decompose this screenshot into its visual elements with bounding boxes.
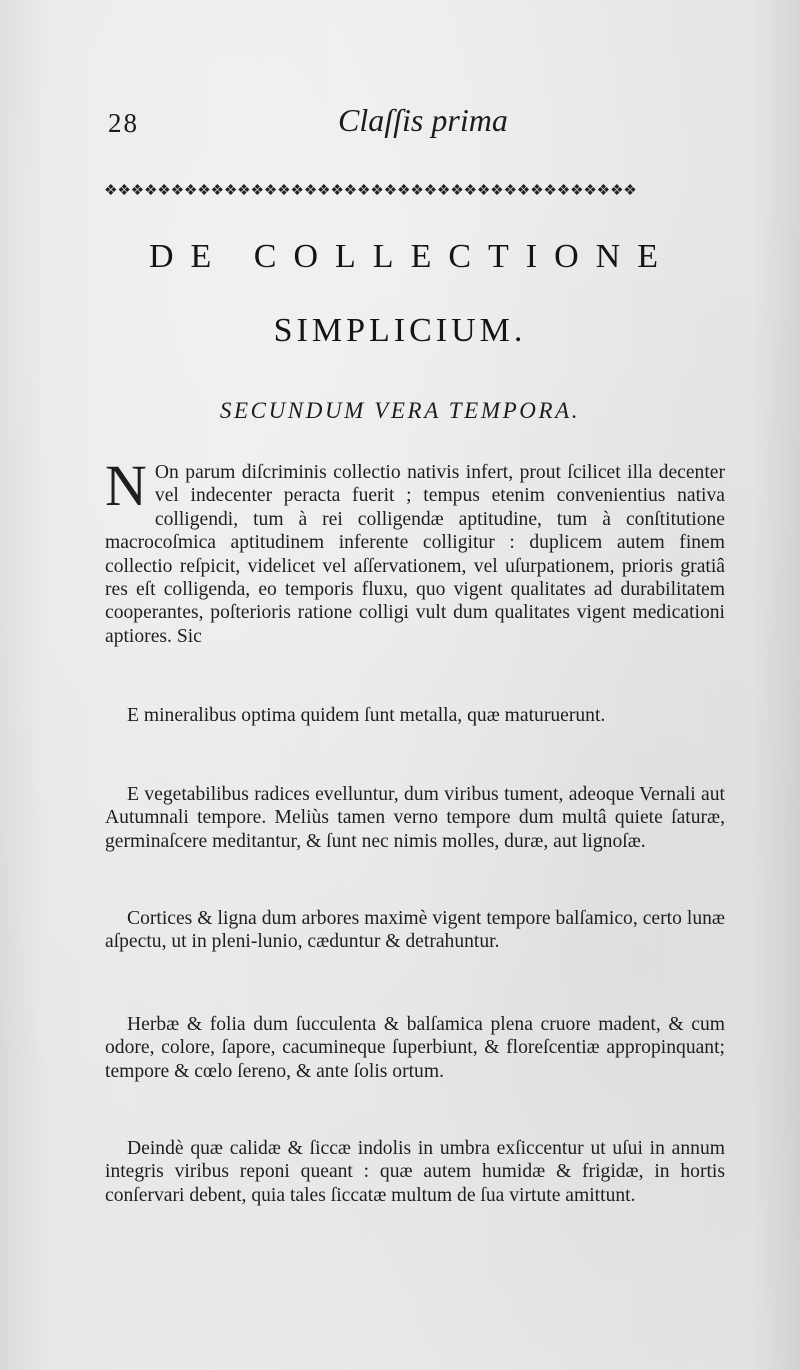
page-header [108, 100, 718, 144]
running-head: Claſſis prima [338, 102, 508, 138]
paragraph-4: Cortices & ligna dum arbores maximè vigent tempore balſamico, certo lunæ aſpectu, ut in pleni-lunio, cæduntur & detrahuntur. [105, 908, 725, 953]
paragraph-6: Deindè quæ calidæ & ſiccæ indolis in umbra exſiccentur ut uſui in annum integris viribus reponi queant : quæ autem humidæ & frigidæ, in hortis conſervari debent, quia tales ſiccatæ multum de ſua virtute amittunt. [105, 1138, 725, 1206]
chapter-title-line-1: DE COLLECTIONE [148, 238, 675, 275]
paragraph-2: E mineralibus optima quidem ſunt metalla, quæ maturuerunt. [127, 705, 606, 726]
ornamental-rule: ❖❖❖❖❖❖❖❖❖❖❖❖❖❖❖❖❖❖❖❖❖❖❖❖❖❖❖❖❖❖❖❖❖❖❖❖❖❖❖❖ [104, 181, 637, 199]
paragraph-1-text: On parum diſcriminis collectio nativis infert, prout ſcilicet illa decenter vel indecenter peracta fuerit ; tempus etenim convenientius nativa colligendi, tum à rei colligendæ aptitudine, tum à conſtitutione macrocoſmica aptitudinem inferente colligitur : duplicem autem finem collectio reſpicit, videlicet vel aſſervationem, vel uſurpationem, prioris gratiâ res eſt colligenda, eo temporis fluxu, quo vigent qualitates ad durabilitatem cooperantes, poſterioris ratione colligi vult dum qualitates vigent medicationi aptiores. Sic [105, 462, 725, 647]
page-number: 28 [108, 108, 139, 138]
chapter-title-line-2: SIMPLICIUM. [273, 312, 527, 349]
chapter-subtitle: SECUNDUM VERA TEMPORA. [219, 398, 581, 423]
paragraph-3: E vegetabilibus radices evelluntur, dum viribus tument, adeoque Vernali aut Autumnali tempore. Meliùs tamen verno tempore dum multâ quiete ſaturæ, germinaſcere meditantur, & ſunt nec nimis molles, duræ, aut lignoſæ. [105, 784, 725, 852]
paragraph-5: Herbæ & folia dum ſucculenta & balſamica plena cruore madent, & cum odore, colore, ſapore, cacumineque ſuperbiunt, & floreſcentiæ appropinquant; tempore & cœlo ſereno, & ante ſolis ortum. [105, 1014, 725, 1082]
drop-cap-initial: N [105, 453, 147, 518]
paragraph-1 [105, 453, 725, 648]
